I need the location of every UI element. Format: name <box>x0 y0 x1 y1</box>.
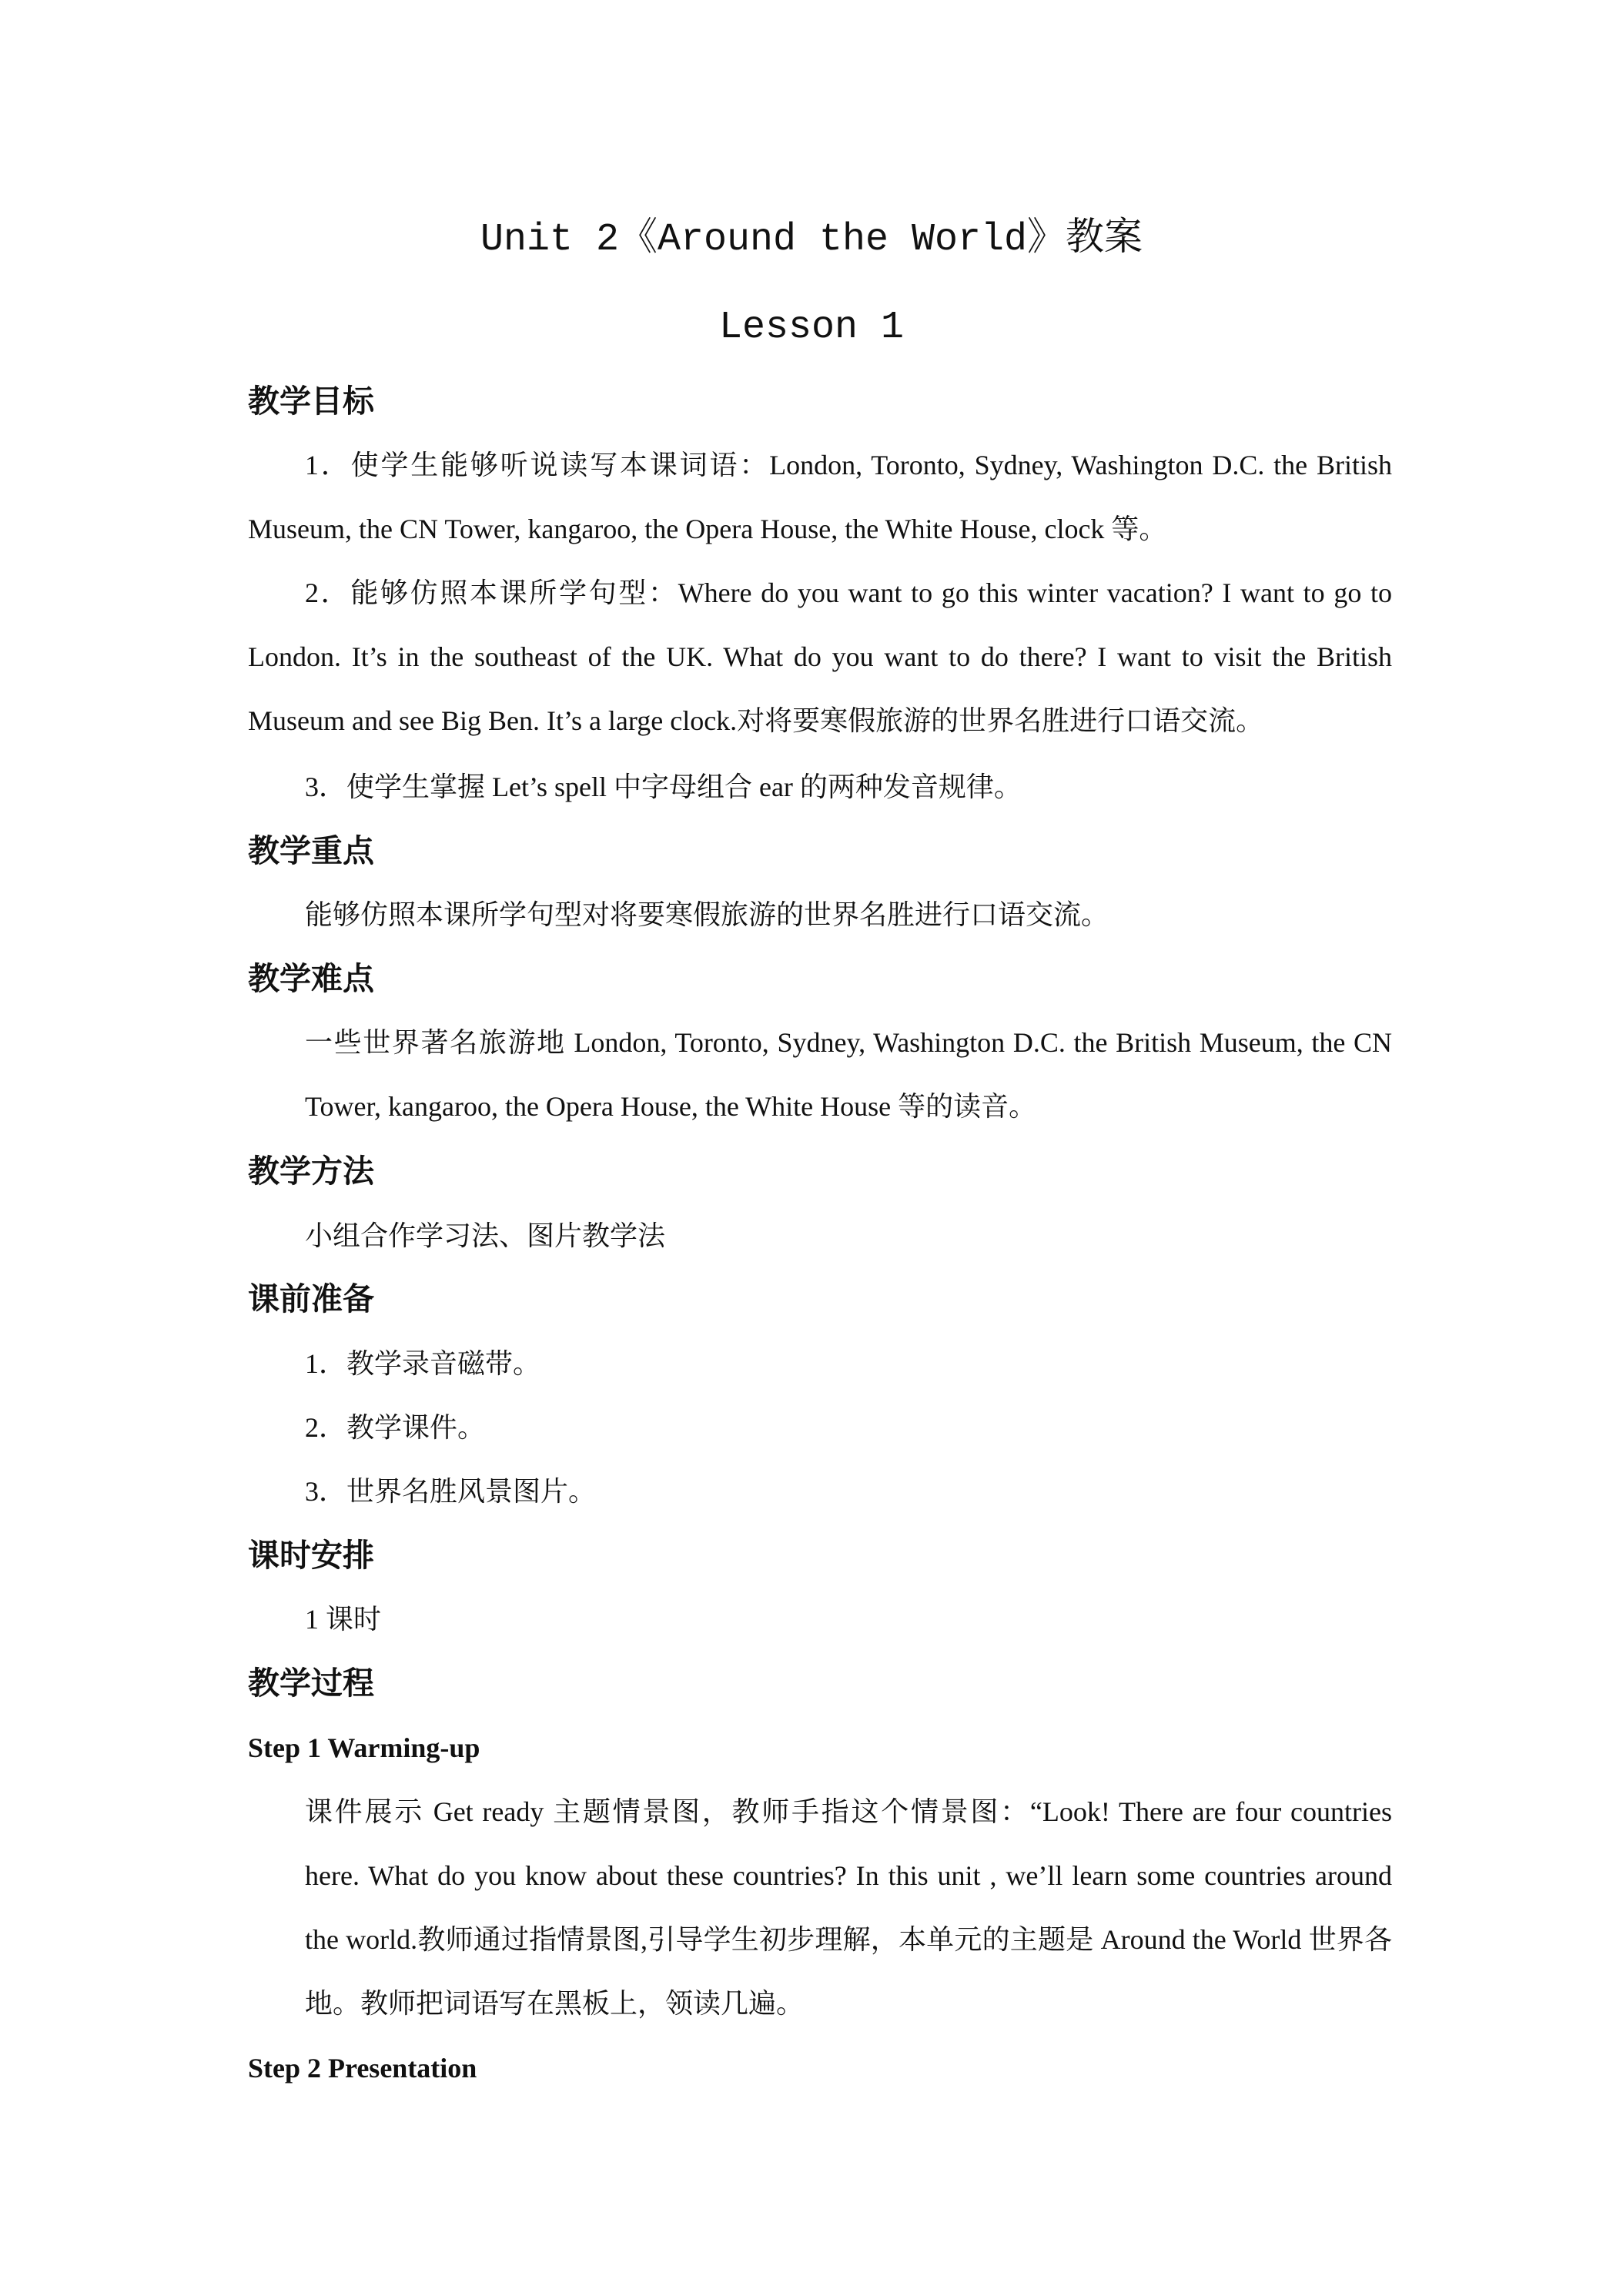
step-2-title: Step 2 Presentation <box>248 2053 477 2083</box>
process-heading: 教学过程 <box>248 1665 374 1702</box>
methods-text: 小组合作学习法、图片教学法 <box>305 1220 666 1251</box>
objectives-heading: 教学目标 <box>248 383 374 420</box>
difficulties-text: 一些世界著名旅游地 London, Toronto, Sydney, Washington D.C. the British Museum, the CN Tower, kangaroo, the Opera House, the White House 等的读音。 <box>305 1027 1392 1122</box>
step-1-title: Step 1 Warming-up <box>248 1732 480 1763</box>
difficulties-heading: 教学难点 <box>248 960 374 997</box>
preparation-heading: 课前准备 <box>248 1280 374 1317</box>
objective-item-2: 2．能够仿照本课所学句型：Where do you want to go this winter vacation? I want to go to London. It’s in the southeast of the UK. What do you want to do there? I want to visit the British Museum and see Big Ben. It’s a large clock.对将要寒假旅游的世界名胜进行口语交流。 <box>248 577 1392 736</box>
schedule-heading: 课时安排 <box>248 1537 374 1574</box>
preparation-item-3: 3．世界名胜风景图片。 <box>305 1476 597 1507</box>
methods-heading: 教学方法 <box>248 1153 374 1190</box>
lesson-subtitle: Lesson 1 <box>718 306 905 350</box>
preparation-item-1: 1．教学录音磁带。 <box>305 1348 541 1379</box>
step-1-text: 课件展示 Get ready 主题情景图，教师手指这个情景图：“Look! There are four countries here. What do you know about these countries? In this unit , we’ll learn some countries around the world.教师通过指情景图,引导学生初步理解，本单元的主题是 Around the World 世界各地。教师把词语写在黑板上，领读几遍。 <box>305 1796 1392 2019</box>
objective-item-1: 1．使学生能够听说读写本课词语：London, Toronto, Sydney, Washington D.C. the British Museum, the CN Tower, kangaroo, the Opera House, the White House, clock 等。 <box>248 450 1392 544</box>
schedule-text: 1 课时 <box>305 1604 382 1635</box>
objective-item-3: 3．使学生掌握 Let’s spell 中字母组合 ear 的两种发音规律。 <box>305 771 1022 802</box>
key-points-text: 能够仿照本课所学句型对将要寒假旅游的世界名胜进行口语交流。 <box>305 899 1109 930</box>
document-title: Unit 2《Around the World》教案 <box>480 218 1143 262</box>
key-points-heading: 教学重点 <box>248 832 374 869</box>
preparation-item-2: 2．教学课件。 <box>305 1412 486 1443</box>
